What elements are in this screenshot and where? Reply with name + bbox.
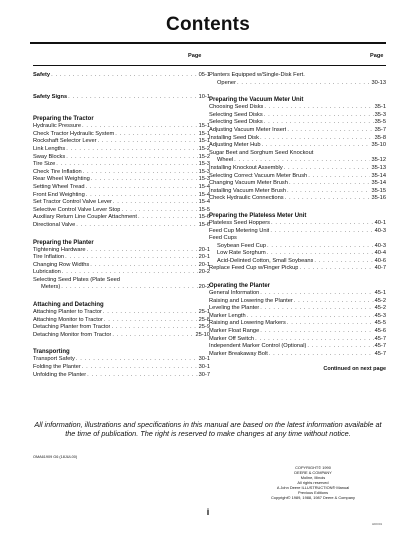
dot-leader [260, 290, 373, 298]
dot-leader [260, 305, 373, 313]
dot-leader [66, 146, 197, 154]
toc-entry[interactable] [33, 199, 210, 207]
toc-entry[interactable] [33, 254, 210, 262]
toc-entry-page: 45-5 [374, 320, 386, 327]
toc-entry-page: 15-1 [198, 138, 210, 145]
copyright-line: Moline, Illinois [300, 475, 326, 480]
toc-entry[interactable] [33, 123, 210, 131]
toc-entry-page: 45-6 [374, 328, 386, 335]
dot-leader [267, 250, 374, 258]
disclaimer-notice: All information, illustrations and specifications in this manual are based on the latest information available at the time of publication. The right is reserved to make changes at any time without notice. [34, 420, 382, 439]
toc-entry-page: 15-2 [198, 153, 210, 160]
dot-leader [307, 343, 373, 351]
toc-entry-label: Acid-Delinted Cotton, Small Soybeans [217, 257, 314, 264]
header-rule [33, 65, 386, 66]
toc-entry[interactable] [209, 188, 386, 196]
copyright-line: A John Deere ILLUSTRUCTION® Manual [276, 485, 350, 490]
page-column-header-left: Page [188, 53, 202, 59]
toc-entry[interactable] [209, 220, 386, 228]
toc-entry[interactable] [209, 305, 386, 313]
section-heading-attaching: Attaching and Detaching [33, 302, 104, 309]
page-column-header-right: Page [370, 53, 384, 59]
toc-entry-label: Marker Off Switch [209, 335, 255, 342]
section-heading-planter: Preparing the Planter [33, 239, 94, 246]
dot-leader [104, 317, 198, 325]
toc-entry-page: 15-6 [198, 214, 210, 221]
toc-entry[interactable] [209, 343, 386, 351]
dot-leader [115, 131, 197, 139]
copyright-line: Previous Editions [297, 490, 329, 495]
transporting-list [33, 356, 210, 379]
toc-entry[interactable] [209, 127, 386, 135]
toc-entry-page: 20-1 [198, 254, 210, 261]
toc-entry-knockout-wheel-line2[interactable]: Wheel . . . 35-12 [209, 157, 386, 165]
toc-entry[interactable] [209, 119, 386, 127]
toc-entry-label: Sway Blocks [33, 153, 66, 160]
toc-entry[interactable] [209, 112, 386, 120]
toc-entry-label: Check Tire Inflation [33, 168, 82, 175]
toc-entry-page: 35-10 [371, 142, 386, 149]
toc-entry-page: 35-8 [374, 134, 386, 141]
toc-entry[interactable] [33, 169, 210, 177]
toc-entry[interactable] [209, 165, 386, 173]
feed-cups-sublist [209, 243, 386, 266]
toc-entry-page: 40-1 [374, 219, 386, 226]
continued-note: Continued on next page [323, 366, 386, 373]
toc-entry-page: 35-14 [371, 172, 386, 179]
toc-entry[interactable] [209, 320, 386, 328]
toc-entry[interactable] [33, 176, 210, 184]
dot-leader [121, 207, 197, 215]
toc-entry[interactable] [33, 269, 210, 277]
toc-entry-label: Adjusting Meter Hub [209, 142, 261, 149]
toc-entry-label: Marker Float Range [209, 328, 260, 335]
toc-entry[interactable] [33, 372, 210, 380]
toc-entry[interactable] [33, 332, 210, 340]
section-heading-vacuum: Preparing the Vacuum Meter Unit [209, 97, 304, 104]
toc-entry[interactable] [209, 195, 386, 203]
vacuum-list [209, 104, 386, 150]
dot-leader [260, 328, 373, 336]
section-heading-tractor: Preparing the Tractor [33, 116, 94, 123]
section-heading-plateless: Preparing the Plateless Meter Unit [209, 212, 307, 219]
toc-entry-label: Plateless Seed Hoppers [209, 219, 271, 226]
toc-entry-page: 15-1 [198, 123, 210, 130]
toc-entry[interactable] [209, 313, 386, 321]
dot-leader [264, 119, 374, 127]
toc-entry-label: Setting Wheel Tread [33, 183, 85, 190]
dot-leader [111, 324, 197, 332]
operating-list [209, 290, 386, 358]
toc-entry-label: Low Rate Sorghum [217, 250, 266, 257]
plateless-list [209, 220, 386, 235]
toc-entry[interactable] [33, 247, 210, 255]
dot-leader [264, 112, 374, 120]
toc-entry-page: 15-4 [198, 199, 210, 206]
toc-entry[interactable] [33, 184, 210, 192]
toc-entry-label: Folding the Planter [33, 364, 81, 371]
dot-leader [247, 313, 374, 321]
toc-entry-finger-pickup[interactable]: Replace Feed Cup w/Finger Pickup . . . 40-7 [209, 265, 386, 273]
dot-leader [113, 199, 198, 207]
toc-entry-label: Directional Valve [33, 221, 76, 228]
dot-leader [255, 336, 374, 344]
planter-list [33, 247, 210, 277]
toc-entry-label: Feed Cup Metering Unit [209, 227, 270, 234]
dot-leader [271, 220, 374, 228]
dot-leader [90, 262, 197, 270]
document-code: OMA61909 G6 (18JUL00) [33, 455, 78, 459]
toc-entry[interactable] [33, 222, 210, 230]
toc-entry-page: 15-3 [198, 168, 210, 175]
toc-entry-page: 30-7 [198, 371, 210, 378]
toc-entry-label: Rear Wheel Weighting [33, 176, 90, 183]
toc-entry[interactable] [209, 243, 386, 251]
toc-entry-page: 45-7 [374, 335, 386, 342]
dot-leader [270, 228, 373, 236]
page-number: i [206, 507, 210, 517]
dot-leader [65, 254, 198, 262]
dot-leader [82, 123, 198, 131]
toc-entry-page: 15-5 [198, 206, 210, 213]
dot-leader [62, 269, 198, 277]
toc-entry-page: 45-2 [374, 297, 386, 304]
toc-entry-feed-cups[interactable]: Feed Cups [209, 235, 237, 242]
toc-entry-label: Hydraulic Pressure [33, 123, 82, 130]
dot-leader [138, 214, 198, 222]
toc-entry-label: Attaching Monitor to Tractor [33, 316, 103, 323]
toc-entry-label: Check Tractor Hydraulic System [33, 130, 115, 137]
toc-entry-label: Selecting Correct Vacuum Meter Brush [209, 172, 308, 179]
toc-entry-label: Tightening Hardware [33, 246, 86, 253]
toc-entry[interactable] [209, 173, 386, 181]
toc-entry[interactable] [33, 262, 210, 270]
toc-entry[interactable] [33, 161, 210, 169]
toc-entry-label: Check Hydraulic Connections [209, 195, 284, 202]
toc-entry-label: Independent Marker Control (Optional) [209, 343, 307, 350]
toc-entry-page: 25-9 [198, 324, 210, 331]
toc-entry[interactable] [33, 214, 210, 222]
toc-entry-page: 45-7 [374, 350, 386, 357]
copyright-line: All rights reserved [297, 480, 329, 485]
toc-entry-label: Leveling the Planter [209, 305, 260, 312]
toc-entry-fert-opener-line2[interactable]: Opener . . . 30-13 [209, 80, 386, 88]
toc-entry-page: 35-15 [371, 187, 386, 194]
toc-entry-label: Tire Inflation [33, 254, 65, 261]
toc-entry-safety[interactable]: Safety . . . 05-1 [33, 72, 210, 80]
toc-entry-page: 35-7 [374, 126, 386, 133]
toc-entry[interactable] [33, 356, 210, 364]
copyright-line: COPYRIGHT© 1990 [295, 465, 331, 470]
toc-entry-seed-plates-line2[interactable]: Meters) . . . 20-2 [33, 284, 210, 292]
toc-entry[interactable] [33, 364, 210, 372]
section-heading-operating: Operating the Planter [209, 283, 271, 290]
toc-entry-label: Choosing Seed Disks [209, 104, 264, 111]
dot-leader [82, 364, 198, 372]
dot-leader [314, 258, 373, 266]
toc-entry-label: General Information [209, 290, 260, 297]
toc-entry-page: 30-1 [198, 364, 210, 371]
toc-entry-page: 20-1 [198, 261, 210, 268]
dot-leader [66, 154, 197, 162]
toc-entry[interactable] [209, 258, 386, 266]
toc-entry-page: 15-2 [198, 145, 210, 152]
dot-leader [87, 247, 198, 255]
toc-entry[interactable] [33, 317, 210, 325]
toc-entry-label: Detaching Monitor from Tractor [33, 331, 112, 338]
copyright-line: DEERE & COMPANY [294, 470, 332, 475]
dot-leader [87, 372, 197, 380]
toc-entry-page: 40-3 [374, 242, 386, 249]
dot-leader [91, 176, 198, 184]
dot-leader [260, 135, 374, 143]
dot-leader [269, 351, 374, 359]
dot-leader [76, 222, 197, 230]
toc-entry-label: Raising and Lowering the Planter [209, 297, 293, 304]
dot-leader [86, 192, 198, 200]
toc-entry-label: Rockshaft Selector Lever [33, 138, 97, 145]
toc-entry-label: Transport Safety [33, 356, 75, 363]
toc-entry[interactable] [209, 142, 386, 150]
dot-leader [289, 180, 371, 188]
toc-entry-page: 45-2 [374, 305, 386, 312]
toc-entry-fert-opener-line1[interactable]: Planters Equipped w/Single-Disk Fert. [209, 72, 305, 78]
toc-entry-page: 15-4 [198, 191, 210, 198]
toc-entry[interactable] [33, 146, 210, 154]
dot-leader [262, 142, 371, 150]
toc-entry[interactable] [209, 328, 386, 336]
toc-entry-page: 35-14 [371, 180, 386, 187]
toc-entry[interactable] [33, 192, 210, 200]
toc-entry[interactable] [33, 138, 210, 146]
toc-entry[interactable] [209, 298, 386, 306]
dot-leader [56, 161, 197, 169]
dot-leader [267, 243, 374, 251]
dot-leader [98, 138, 198, 146]
dot-leader [287, 127, 373, 135]
toc-entry-label: Selecting Seed Disks [209, 119, 263, 126]
toc-entry-page: 25-8 [198, 316, 210, 323]
dot-leader [103, 309, 198, 317]
toc-entry[interactable] [209, 228, 386, 236]
toc-entry-page: 45-7 [374, 343, 386, 350]
toc-entry[interactable] [33, 207, 210, 215]
toc-entry-label: Lubrication [33, 269, 61, 276]
toc-entry-page: 40-3 [374, 227, 386, 234]
toc-entry-page: 25-10 [195, 331, 210, 338]
dot-leader [284, 165, 371, 173]
toc-entry[interactable] [209, 290, 386, 298]
toc-entry-label: Installing Seed Disk [209, 134, 259, 141]
dot-leader [83, 169, 198, 177]
toc-entry[interactable] [209, 180, 386, 188]
attaching-list [33, 309, 210, 339]
toc-entry-page: 15-4 [198, 183, 210, 190]
toc-entry-label: Tire Size [33, 161, 56, 168]
toc-entry-label: Link Lengths [33, 145, 66, 152]
toc-entry-label: Installing Vacuum Meter Brush [209, 187, 287, 194]
dot-leader [264, 104, 373, 112]
toc-entry-page: 35-3 [374, 111, 386, 118]
toc-entry[interactable] [33, 324, 210, 332]
toc-entry[interactable] [209, 104, 386, 112]
dot-leader [86, 184, 198, 192]
page-title: Contents [166, 14, 250, 35]
toc-entry-label: Selecting Seed Disks [209, 111, 263, 118]
toc-entry-label: Detaching Planter from Tractor [33, 324, 111, 331]
corner-code: HDI001 [372, 522, 383, 526]
toc-entry-label: Adjusting Vacuum Meter Insert [209, 126, 287, 133]
toc-entry-seed-plates-line1[interactable]: Selecting Seed Plates (Plate Seed [33, 276, 120, 283]
toc-entry[interactable] [209, 336, 386, 344]
toc-entry[interactable] [209, 135, 386, 143]
toc-entry-page: 35-13 [371, 164, 386, 171]
dot-leader [287, 188, 370, 196]
toc-entry-page: 45-1 [374, 290, 386, 297]
toc-entry-label: Changing Row Widths [33, 261, 90, 268]
toc-entry-page: 40-4 [374, 250, 386, 257]
toc-entry-label: Front End Weighting [33, 191, 85, 198]
dot-leader [287, 320, 374, 328]
toc-entry-page: 30-1 [198, 356, 210, 363]
toc-right-column [209, 72, 386, 372]
toc-entry-page: 20-1 [198, 246, 210, 253]
toc-entry-page: 35-1 [374, 104, 386, 111]
toc-entry-label: Changing Vacuum Meter Brush [209, 180, 288, 187]
toc-entry-page: 20-2 [198, 269, 210, 276]
toc-entry-knockout-wheel-line1[interactable]: Sugar Beet and Sorghum Seed Knockout [209, 149, 314, 156]
toc-entry-page: 35-16 [371, 195, 386, 202]
toc-entry-page: 45-3 [374, 312, 386, 319]
toc-entry-page: 15-1 [198, 130, 210, 137]
toc-entry-label: Selective Control Valve Lever Stop [33, 206, 121, 213]
copyright-block [238, 465, 388, 500]
toc-entry-page: 15-6 [198, 221, 210, 228]
toc-entry-label: Installing Knockout Assembly [209, 164, 283, 171]
copyright-line: Copyright© 1989, 1988, 1987 Deere & Company [271, 495, 355, 500]
dot-leader [294, 298, 374, 306]
toc-entry-label: Raising and Lowering Markers [209, 320, 286, 327]
dot-leader [308, 173, 370, 181]
toc-entry-label: Attaching Planter to Tractor [33, 309, 102, 316]
toc-entry-label: Auxiliary Return Line Coupler Attachment [33, 214, 138, 221]
toc-entry-page: 15-3 [198, 161, 210, 168]
toc-entry-page: 25-1 [198, 309, 210, 316]
tractor-list [33, 123, 210, 229]
title-rule [30, 42, 386, 44]
toc-entry-label: Marker Length [209, 312, 246, 319]
toc-entry-safety-signs[interactable]: Safety Signs . . . 10-1 [33, 94, 210, 102]
vacuum-list-2 [209, 165, 386, 203]
toc-entry-page: 40-6 [374, 257, 386, 264]
dot-leader [112, 332, 194, 340]
section-heading-transporting: Transporting [33, 349, 70, 356]
toc-entry[interactable] [33, 154, 210, 162]
toc-entry[interactable] [33, 131, 210, 139]
toc-entry-label: Soybean Feed Cup [217, 242, 267, 249]
dot-leader [76, 356, 198, 364]
toc-entry[interactable] [33, 309, 210, 317]
toc-entry-label: Set Tractor Control Valve Lever [33, 199, 112, 206]
toc-entry[interactable] [209, 250, 386, 258]
toc-entry-label: Unfolding the Planter [33, 371, 87, 378]
toc-entry-label: Marker Breakaway Bolt [209, 350, 268, 357]
toc-left-column [33, 72, 210, 379]
toc-entry-page: 35-5 [374, 119, 386, 126]
toc-entry[interactable] [209, 351, 386, 359]
toc-entry-page: 15-3 [198, 176, 210, 183]
dot-leader [285, 195, 371, 203]
